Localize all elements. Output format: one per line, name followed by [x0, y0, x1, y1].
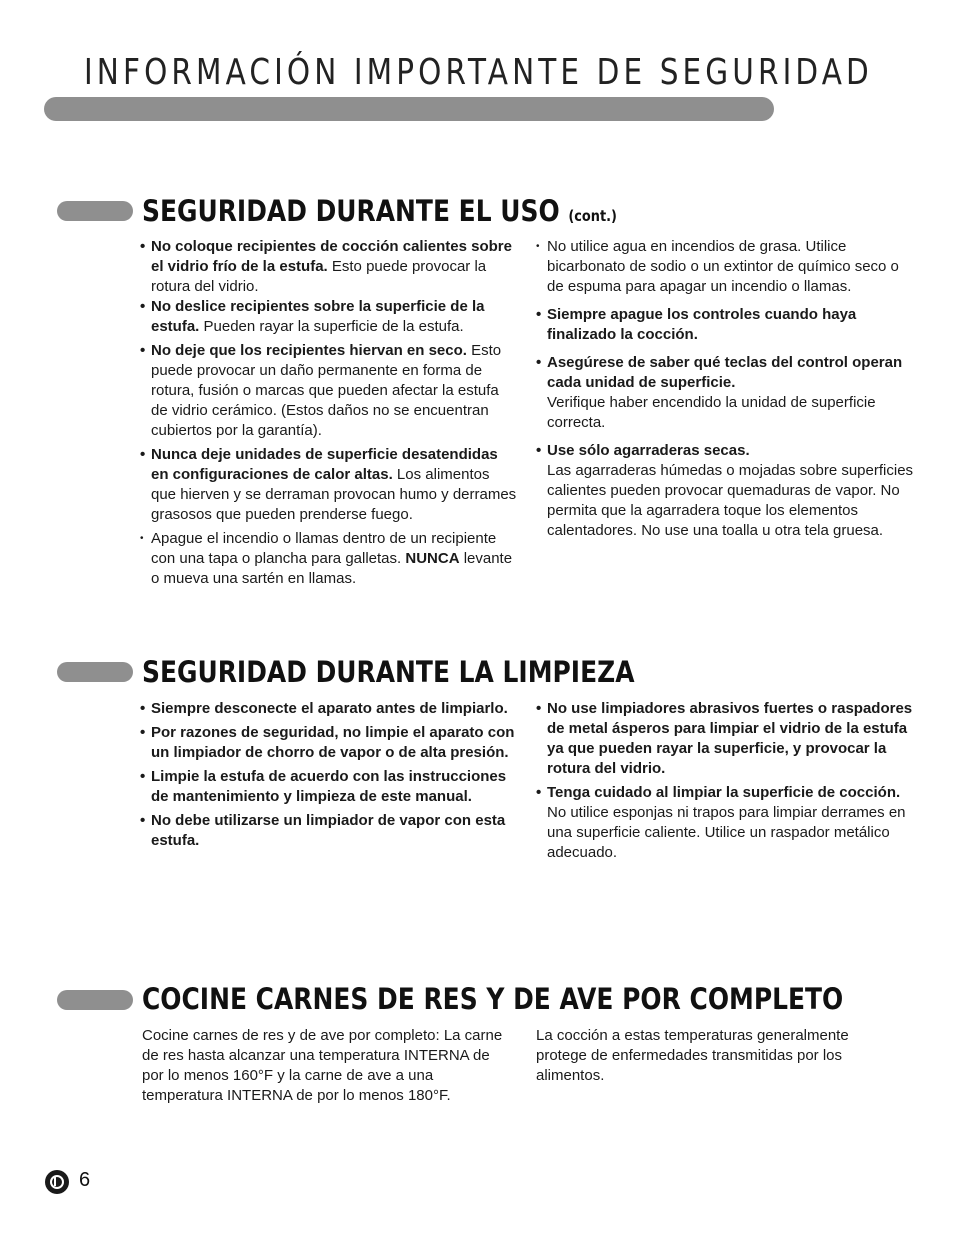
carnes-left-column — [142, 1026, 512, 1106]
section-heading-suffix: (cont.) — [568, 207, 617, 225]
list-item: • No coloque recipientes de cocción calientes sobre el vidrio frío de la estufa. Esto puede provocar la rotura del vidrio. — [140, 238, 512, 295]
limpieza-left-column — [140, 699, 518, 851]
list-item: • No deslice recipientes sobre la superficie de la estufa. Pueden rayar la superficie de la estufa. — [140, 298, 485, 335]
section-marker-pill — [57, 990, 133, 1010]
list-item: • Asegúrese de saber qué teclas del control operan cada unidad de superficie. Verifique haber encendido la unidad de superficie correcta. — [536, 354, 903, 431]
list-item: • No use limpiadores abrasivos fuertes o raspadores de metal ásperos para limpiar el vidrio de la estufa ya que pueden rayar la superficie, y provocar la rotura del vidrio. — [536, 700, 913, 777]
carnes-left-paragraph: Cocine carnes de res y de ave por completo: La carne de res hasta alcanzar una temperatura INTERNA de por lo menos 160°F y la carne de ave a una temperatura INTERNA de por lo menos 180°F. — [142, 1027, 503, 1104]
list-item: • Apague el incendio o llamas dentro de un recipiente con una tapa o plancha para galletas. NUNCA levante o mueva una sartén en llamas. — [140, 530, 513, 587]
page-number: 6 — [79, 1169, 91, 1191]
section-heading-text: SEGURIDAD DURANTE EL USO — [142, 194, 560, 228]
list-item: • Siempre desconecte el aparato antes de limpiarlo. — [140, 700, 508, 717]
title-underline-bar — [44, 97, 774, 121]
section-marker-pill — [57, 662, 133, 682]
list-item: • Por razones de seguridad, no limpie el aparato con un limpiador de chorro de vapor o de alta presión. — [140, 724, 515, 761]
lg-logo-icon — [45, 1170, 69, 1194]
carnes-right-column — [536, 1026, 886, 1086]
uso-right-column — [536, 237, 914, 541]
list-item: • No deje que los recipientes hiervan en seco. Esto puede provocar un daño permanente en forma de rotura, fusión o marcas que pueden afectar la estufa de vidrio cerámico. (Estos daños no se encuentran cubiertos por la garantía). — [140, 342, 502, 439]
list-item: • Use sólo agarraderas secas. Las agarraderas húmedas o mojadas sobre superficies calientes pueden provocar quemaduras de vapor. No permita que la agarradera toque los elementos calentadores. No use una toalla u otra tela gruesa. — [536, 442, 914, 539]
section-heading-carnes: COCINE CARNES DE RES Y DE AVE POR COMPLETO — [142, 982, 844, 1016]
limpieza-right-column — [536, 699, 914, 863]
list-item: • No utilice agua en incendios de grasa. Utilice bicarbonato de sodio o un extintor de químico seco o de espuma para apagar un incendio o llamas. — [536, 238, 899, 295]
list-item: • Siempre apague los controles cuando haya finalizado la cocción. — [536, 306, 857, 343]
list-item: • Tenga cuidado al limpiar la superficie de cocción. No utilice esponjas ni trapos para limpiar derrames en una superficie caliente. Utilice un raspador metálico adecuado. — [536, 784, 906, 861]
list-item: • Limpie la estufa de acuerdo con las instrucciones de mantenimiento y limpieza de este manual. — [140, 768, 507, 805]
list-item: • No debe utilizarse un limpiador de vapor con esta estufa. — [140, 812, 506, 849]
uso-left-column — [140, 237, 518, 589]
section-heading-uso — [142, 194, 617, 228]
carnes-right-paragraph: La cocción a estas temperaturas generalmente protege de enfermedades transmitidas por los alimentos. — [536, 1027, 849, 1084]
list-item: • Nunca deje unidades de superficie desatendidas en configuraciones de calor altas. Los alimentos que hierven y se derraman provocan humo y derrames grasosos que pueden prenderse fuego. — [140, 446, 517, 523]
section-heading-limpieza: SEGURIDAD DURANTE LA LIMPIEZA — [142, 655, 635, 689]
section-marker-pill — [57, 201, 133, 221]
page-title: INFORMACIÓN IMPORTANTE DE SEGURIDAD — [84, 52, 873, 93]
